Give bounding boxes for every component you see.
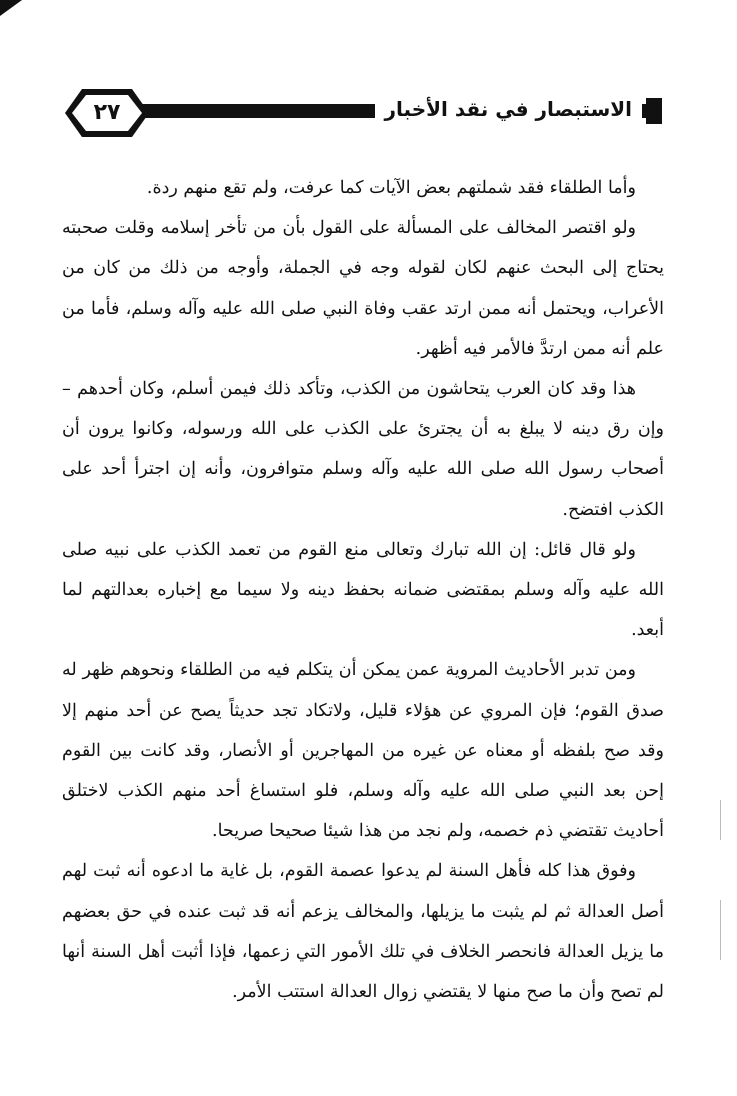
running-header: [62, 84, 662, 146]
paragraph-1: وأما الطلقاء فقد شملتهم بعض الآيات كما عرفت، ولم تقع منهم ردة.: [146, 178, 636, 198]
page-body: [62, 168, 664, 1012]
page-number: ٢٧: [93, 100, 121, 125]
paragraph-6: وفوق هذا كله فأهل السنة لم يدعوا عصمة القوم، بل غاية ما ادعوه أنه ثبت لهم أصل العدالة ثم لم يثبت ما يزيلها، والمخالف يزعم أنه قد ثبت عنده في حق بعضهم ما يزيل العدالة فانحصر الخلاف في تلك الأمور التي زعمها، فإذا أثبت أهل السنة أنها لم تصح وأن ما صح منها لا يقتضي زوال العدالة استتب الأمر.: [62, 861, 664, 1003]
page-number-badge: [62, 86, 152, 140]
margin-mark: [720, 900, 721, 960]
corner-crop-mark: [0, 0, 22, 16]
paragraph-4: ولو قال قائل: إن الله تبارك وتعالى منع القوم من تعمد الكذب على نبيه صلى الله عليه وآله وسلم بمقتضى ضمانه بحفظ دينه ولا سيما مع إخباره بعدالتهم لما أبعد.: [62, 539, 664, 641]
paragraph-2: ولو اقتصر المخالف على المسألة على القول بأن من تأخر إسلامه وقلت صحبته يحتاج إلى البحث عنهم لكان لقوله وجه في الجملة، وأوجه من ذلك من كان من الأعراب، ويحتمل أنه ممن ارتد عقب وفاة النبي صلى الله عليه وآله وسلم، فأما من علم أنه ممن ارتدَّ فالأمر فيه أظهر.: [62, 218, 664, 359]
book-title: الاستبصار في نقد الأخبار: [375, 92, 643, 126]
margin-mark: [720, 800, 721, 840]
header-square-ornament: [646, 98, 662, 124]
paragraph-5: ومن تدبر الأحاديث المروية عمن يمكن أن يتكلم فيه من الطلقاء ونحوهم ظهر له صدق القوم؛ فإن المروي عن هؤلاء قليل، ولاتكاد تجد حديثاً يصح عن أحد منهم إلا وقد صح بلفظه أو معناه عن غيره من المهاجرين أو الأنصار، وقد كانت بين القوم إحن بعد النبي صلى الله عليه وآله وسلم، فلو استساغ أحد منهم الكذب لاختلق أحاديث تقتضي ذم خصمه، ولم نجد من هذا شيئا صحيحا صريحا.: [62, 660, 664, 842]
paragraph-3: هذا وقد كان العرب يتحاشون من الكذب، وتأكد ذلك فيمن أسلم، وكان أحدهم – وإن رق دينه لا يبلغ به أن يجترئ على الكذب على الله ورسوله، وكانوا يرون أن أصحاب رسول الله صلى الله عليه وآله وسلم متوافرون، وأنه إن اجترأ أحد على الكذب افتضح.: [62, 379, 664, 520]
